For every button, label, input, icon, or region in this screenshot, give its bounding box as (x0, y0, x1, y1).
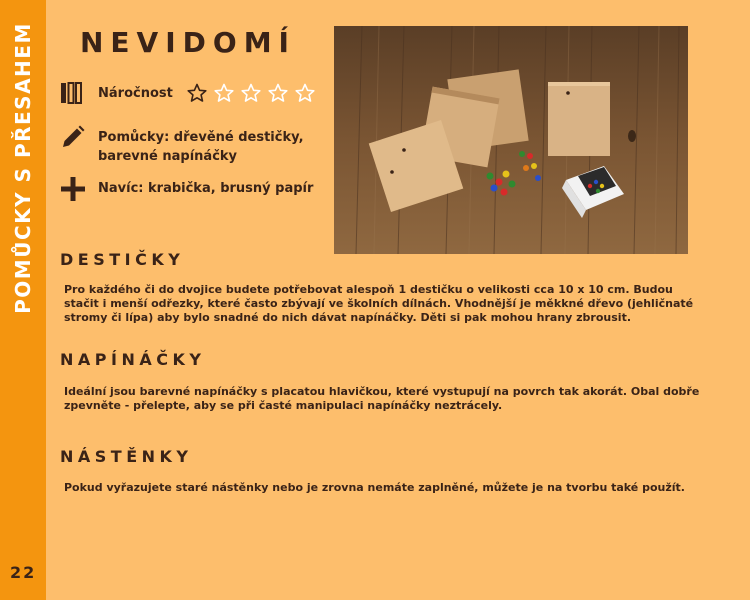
section-heading-nastenky: NÁSTĚNKY (60, 447, 193, 466)
wooden-boards-photo (334, 26, 688, 254)
star-icon (295, 83, 315, 103)
pencil-icon (60, 124, 86, 150)
difficulty-label: Náročnost (98, 85, 173, 101)
difficulty-stars (187, 83, 322, 103)
extra-text: Navíc: krabička, brusný papír (98, 181, 314, 196)
bars-icon (60, 80, 86, 106)
sidebar-title: POMŮCKY S PŘESAHEM (11, 22, 35, 314)
section-heading-napinacky: NAPÍNÁČKY (60, 350, 206, 369)
section-text-napinacky: Ideální jsou barevné napínáčky s placatou hlavičkou, které vystupují na povrch tak akorát. Obal dobře zpevněte - přelepte, aby se při časté manipulaci napínáčky neztrácely. (64, 385, 700, 412)
section-text-desticky: Pro každého či do dvojice budete potřebovat alespoň 1 destičku o velikosti cca 10 x 10 cm. Budou stačit i menší odřezky, které často zbývají ve školních dílnách. Vhodnější je měkkné dřevo (jehličnaté stromy či lípa) aby bylo snadné do nich dávat napínáčky. Děti si pak mohou hrany zbrousit. (64, 283, 694, 324)
section-heading-desticky: DESTIČKY (60, 250, 185, 269)
star-icon (187, 83, 207, 103)
extra-row (60, 176, 313, 202)
star-icon (268, 83, 288, 103)
page-title: NEVIDOMÍ (80, 26, 296, 59)
tools-text: Pomůcky: dřevěné destičky, barevné napínáčky (98, 130, 304, 164)
star-icon (241, 83, 261, 103)
difficulty-row (60, 80, 322, 106)
plus-icon (60, 176, 86, 202)
section-text-nastenky: Pokud vyřazujete staré nástěnky nebo je zrovna nemáte zaplněné, můžete je na tvorbu také použít. (64, 481, 685, 494)
page-number: 22 (10, 563, 37, 582)
tools-row (60, 124, 318, 166)
star-icon (214, 83, 234, 103)
sidebar (0, 0, 46, 600)
